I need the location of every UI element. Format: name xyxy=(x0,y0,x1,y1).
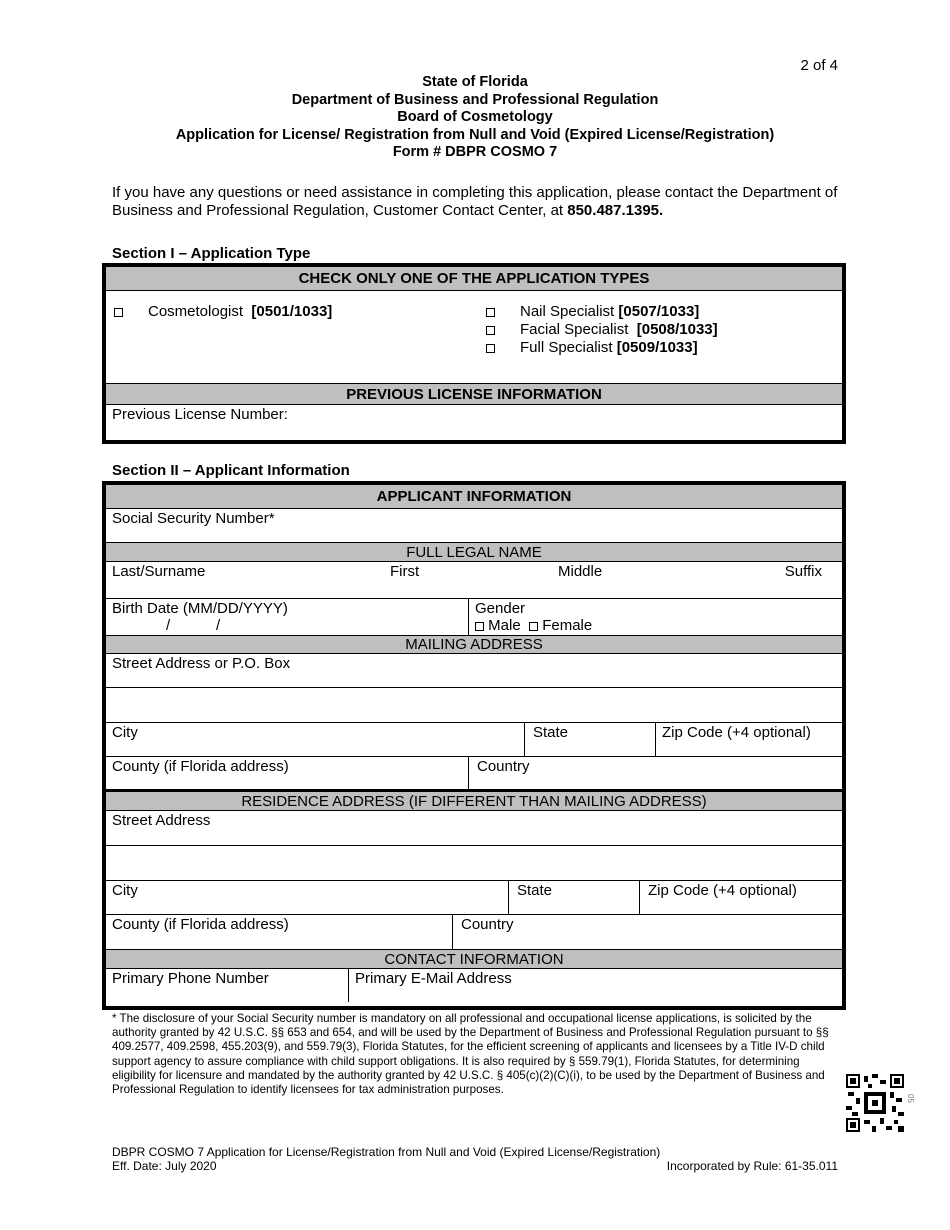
res-country-field[interactable] xyxy=(452,915,842,949)
form-header xyxy=(0,74,950,162)
res-state-field[interactable] xyxy=(508,881,639,914)
res-street-field[interactable] xyxy=(106,811,842,846)
res-state-label: State xyxy=(517,882,553,899)
mail-zip-field[interactable] xyxy=(655,723,842,756)
option-label: Cosmetologist xyxy=(148,303,244,320)
option-label: Nail Specialist xyxy=(520,303,615,320)
checkbox-icon[interactable] xyxy=(486,344,495,353)
header-department: Department of Business and Professional Regulation xyxy=(291,91,659,108)
application-types-row xyxy=(106,291,842,384)
header-form-number: Form # DBPR COSMO 7 xyxy=(392,144,558,160)
res-zip-label: Zip Code (+4 optional) xyxy=(648,882,797,899)
intro-paragraph xyxy=(112,184,842,220)
res-county-label: County (if Florida address) xyxy=(112,916,289,933)
male-checkbox-icon[interactable] xyxy=(475,622,484,631)
gender-field xyxy=(468,599,842,635)
mail-county-label: County (if Florida address) xyxy=(112,758,289,775)
header-state: State of Florida xyxy=(422,74,528,90)
check-header: CHECK ONLY ONE OF THE APPLICATION TYPES xyxy=(106,267,842,291)
mail-city-label: City xyxy=(112,724,138,741)
qr-code-icon xyxy=(846,1074,904,1132)
previous-license-header: PREVIOUS LICENSE INFORMATION xyxy=(106,384,842,405)
section2-title: Section II – Applicant Information xyxy=(112,462,350,479)
option-label: Facial Specialist xyxy=(520,321,629,338)
section1-title: Section I – Application Type xyxy=(112,245,311,262)
first-name-label: First xyxy=(390,563,420,580)
option-code: [0501/1033] xyxy=(251,303,333,320)
mail-county-row xyxy=(106,757,842,792)
section1-box xyxy=(102,263,846,444)
male-label: Male xyxy=(488,617,521,634)
birth-date-slashes: / / xyxy=(166,617,221,634)
res-street-line2[interactable] xyxy=(106,846,842,881)
birth-date-field[interactable] xyxy=(106,599,468,635)
primary-phone-field[interactable] xyxy=(106,969,348,1002)
applicant-info-header: APPLICANT INFORMATION xyxy=(106,485,842,509)
section2-box xyxy=(102,481,846,1010)
res-city-field[interactable] xyxy=(106,881,508,914)
primary-phone-label: Primary Phone Number xyxy=(112,970,269,987)
name-row[interactable] xyxy=(106,562,842,599)
previous-license-label: Previous License Number: xyxy=(112,406,288,423)
full-legal-name-header: FULL LEGAL NAME xyxy=(106,543,842,562)
suffix-label: Suffix xyxy=(784,563,822,580)
res-country-label: Country xyxy=(461,916,514,933)
res-city-row xyxy=(106,881,842,915)
mail-country-field[interactable] xyxy=(468,757,842,789)
primary-email-field[interactable] xyxy=(348,969,842,1002)
mail-country-label: Country xyxy=(477,758,530,775)
contact-info-header: CONTACT INFORMATION xyxy=(106,950,842,969)
ssn-label: Social Security Number* xyxy=(112,510,275,527)
mail-city-field[interactable] xyxy=(106,723,524,756)
option-code: [0507/1033] xyxy=(618,303,700,320)
birth-gender-row xyxy=(106,599,842,636)
checkbox-icon[interactable] xyxy=(114,308,123,317)
res-zip-field[interactable] xyxy=(639,881,842,914)
mail-zip-label: Zip Code (+4 optional) xyxy=(662,724,811,741)
middle-name-label: Middle xyxy=(558,563,603,580)
mail-city-row xyxy=(106,723,842,757)
checkbox-icon[interactable] xyxy=(486,326,495,335)
last-name-label: Last/Surname xyxy=(112,563,206,580)
option-code: [0508/1033] xyxy=(636,321,718,338)
birth-date-label: Birth Date (MM/DD/YYYY) xyxy=(112,600,288,617)
contact-phone: 850.487.1395. xyxy=(567,202,664,219)
checkbox-icon[interactable] xyxy=(486,308,495,317)
header-board: Board of Cosmetology xyxy=(397,109,553,125)
mail-county-field[interactable] xyxy=(106,757,468,789)
ssn-field[interactable] xyxy=(106,509,842,543)
footer-form-line: DBPR COSMO 7 Application for License/Registration from Null and Void (Expired License/Registration) xyxy=(112,1145,661,1159)
header-application-title: Application for License/ Registration from Null and Void (Expired License/Registration) xyxy=(175,126,775,143)
mailing-address-header: MAILING ADDRESS xyxy=(106,636,842,654)
mail-street-label: Street Address or P.O. Box xyxy=(112,655,291,672)
option-code: [0509/1033] xyxy=(616,339,698,356)
option-label: Full Specialist xyxy=(520,339,613,356)
intro-text: If you have any questions or need assistance in completing this application, please contact the Department of Business and Professional Regulation, Customer Contact Center, at xyxy=(112,184,838,219)
female-label: Female xyxy=(542,617,593,634)
mail-state-label: State xyxy=(533,724,569,741)
gender-label: Gender xyxy=(475,600,526,617)
gender-options xyxy=(475,617,592,634)
res-county-row xyxy=(106,915,842,950)
res-street-label: Street Address xyxy=(112,812,211,829)
footer-left xyxy=(112,1145,660,1173)
footer-eff-date: Eff. Date: July 2020 xyxy=(112,1159,217,1173)
mail-state-field[interactable] xyxy=(524,723,655,756)
page-number: 2 of 4 xyxy=(800,57,838,74)
ssn-disclosure-footnote: * The disclosure of your Social Security number is mandatory on all professional and occupational license applications, is solicited by the authority granted by 42 U.S.C. §§ 653 and 654, and will be used by the Department of Business and Professional Regulation pursuant to §§ 409.2577, 409.2598, 455.203(9), and 559.79(3), Florida Statutes, for the efficient screening of applicants and licensees by a Title IV-D child support agency to assure compliance with child support obligations. It is also required by § 559.79(1), Florida Statutes, for determining eligibility for licensure and mandated by the authority granted by 42 U.S.C. § 405(c)(2)(C)(i), to be used by the Department of Business and Professional Regulation to identify licensees for tax administration purposes. xyxy=(112,1012,829,1097)
contact-row xyxy=(106,969,842,1002)
mail-street-field[interactable] xyxy=(106,654,842,688)
primary-email-label: Primary E-Mail Address xyxy=(355,970,512,987)
female-checkbox-icon[interactable] xyxy=(529,622,538,631)
res-city-label: City xyxy=(112,882,138,899)
mail-street-line2[interactable] xyxy=(106,688,842,723)
footer-rule: Incorporated by Rule: 61-35.011 xyxy=(666,1159,838,1173)
residence-address-header: RESIDENCE ADDRESS (IF DIFFERENT THAN MAILING ADDRESS) xyxy=(106,792,842,811)
qr-side-text: 05 xyxy=(906,1094,915,1103)
res-county-field[interactable] xyxy=(106,915,452,949)
previous-license-row[interactable] xyxy=(106,405,842,440)
